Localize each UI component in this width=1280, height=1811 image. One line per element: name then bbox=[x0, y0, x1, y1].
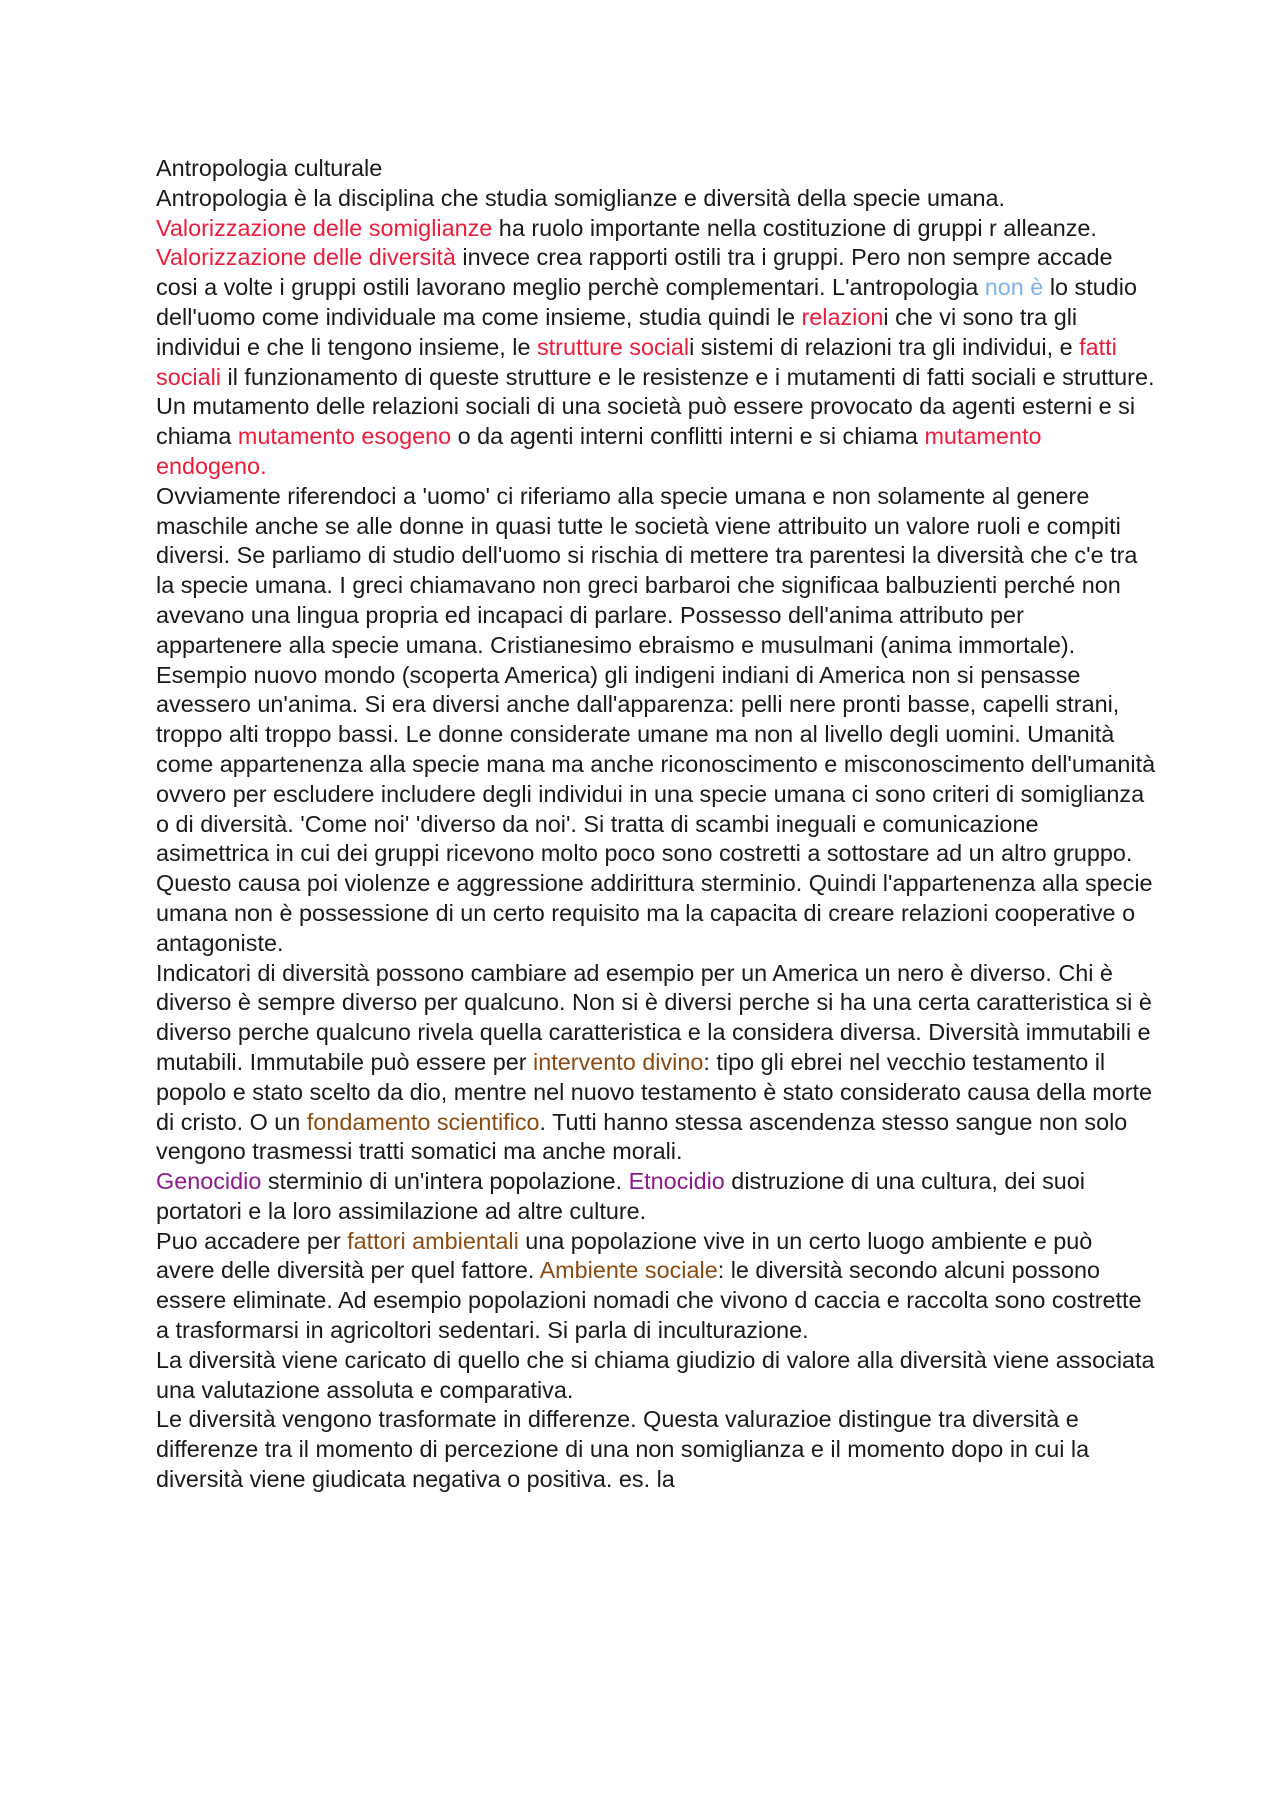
highlighted-term: fatti sociali bbox=[156, 333, 1117, 390]
text-run: il funzionamento di queste strutture e le resistenze e i mutamenti di fatti sociali e strutture. Un mutamento delle relazioni sociali di una società può essere provocato da agenti esterni e si chiama bbox=[156, 363, 1155, 450]
document-body bbox=[156, 154, 1156, 1495]
text-run: ha ruolo importante nella costituzione di gruppi r alleanze. bbox=[492, 214, 1097, 241]
text-run: invece crea rapporti ostili tra i gruppi. Pero non sempre accade cosi a volte i gruppi ostili lavorano meglio perchè complementari. L'antropologia bbox=[156, 244, 1113, 301]
text-run: i sistemi di relazioni tra gli individui, e bbox=[689, 333, 1080, 360]
highlighted-term: relazion bbox=[801, 303, 884, 330]
paragraph bbox=[156, 1346, 1156, 1406]
text-run: : le diversità secondo alcuni possono essere eliminate. Ad esempio popolazioni nomadi che vivono d caccia e raccolta sono costrette a trasformarsi in agricoltori sedentari. Si parla di inculturazione. bbox=[156, 1257, 1142, 1344]
highlighted-term: intervento divino bbox=[533, 1048, 704, 1075]
highlighted-term: mutamento endogeno. bbox=[156, 423, 1042, 479]
paragraph bbox=[156, 1405, 1156, 1494]
text-run: Ovviamente riferendoci a 'uomo' ci riferiamo alla specie umana e non solamente al genere maschile anche se alle donne in quasi tutte le società viene attribuito un valore ruoli e compiti diversi. Se parliamo di studio dell'uomo si rischia di mettere tra parentesi la diversità che c'e tra la specie umana. I greci chiamavano non greci barbaroi che significaa balbuzienti perché non avevano una lingua propria ed incapaci di parlare. Possesso dell'anima attributo per appartenere alla specie umana. Cristianesimo ebraismo e musulmani (anima immortale). Esempio nuovo mondo (scoperta America) gli indigeni indiani di America non si pensasse avessero un'anima. Si era diversi anche dall'apparenza: pelli nere pronti basse, capelli strani, troppo alti troppo bassi. Le donne considerate umane ma non al livello degli uomini. Umanità come appartenenza alla specie mana ma anche riconoscimento e misconoscimento dell'umanità ovvero per escludere includere degli individui in una specie umana ci sono criteri di somiglianza o di diversità. 'Come noi' 'diverso da noi'. Si tratta di scambi ineguali e comunicazione asimettrica in cui dei gruppi ricevono molto poco sono costretti a sottostare ad un altro gruppo. Questo causa poi violenze e aggressione addirittura sterminio. Quindi l'appartenenza alla specie umana non è possessione di un certo requisito ma la capacita di creare relazioni cooperative o antagoniste. bbox=[156, 482, 1156, 956]
text-run: distruzione di una cultura, dei suoi portatori e la loro assimilazione ad altre culture. bbox=[156, 1168, 1085, 1224]
highlighted-term: Valorizzazione delle diversità bbox=[156, 244, 456, 271]
text-run: Indicatori di diversità possono cambiare ad esempio per un America un nero è diverso. Chi è diverso è sempre diverso per qualcuno. Non si è diversi perche si ha una certa caratteristica si è diverso perche qualcuno rivela quella caratteristica e la considera diversa. Diversità immutabili e mutabili. Immutabile può essere per bbox=[156, 959, 1152, 1075]
highlighted-term: strutture social bbox=[536, 333, 690, 360]
paragraph bbox=[156, 959, 1156, 1168]
text-run: sterminio di un'intera popolazione. bbox=[261, 1168, 629, 1195]
text-run: lo studio dell'uomo come individuale ma come insieme, studia quindi le bbox=[156, 274, 1137, 330]
highlighted-term: non è bbox=[984, 274, 1044, 301]
highlighted-term: mutamento esogeno bbox=[237, 423, 452, 450]
text-run: Puo accadere per bbox=[156, 1227, 348, 1254]
highlighted-term: Ambiente sociale bbox=[539, 1257, 718, 1284]
highlighted-term: Genocidio bbox=[156, 1168, 262, 1195]
paragraph bbox=[156, 184, 1156, 482]
text-run: i che vi sono tra gli individui e che li tengono insieme, le bbox=[156, 303, 1078, 360]
text-run: Antropologia è la disciplina che studia somiglianze e diversità della specie umana. bbox=[156, 184, 1006, 211]
paragraph bbox=[156, 1227, 1156, 1346]
highlighted-term: fondamento scientifico bbox=[306, 1108, 540, 1135]
text-run: : tipo gli ebrei nel vecchio testamento il popolo e stato scelto da dio, mentre nel nuovo testamento è stato considerato causa della morte di cristo. O un bbox=[156, 1048, 1153, 1135]
highlighted-term: fattori ambientali bbox=[347, 1227, 519, 1254]
text-run: La diversità viene caricato di quello che si chiama giudizio di valore alla diversità viene associata una valutazione assoluta e comparativa. bbox=[156, 1346, 1155, 1403]
paragraph bbox=[156, 1167, 1156, 1227]
text-run: Le diversità vengono trasformate in differenze. Questa valurazioe distingue tra diversità e differenze tra il momento di percezione di una non somiglianza e il momento dopo in cui la diversità viene giudicata negativa o positiva. es. la bbox=[156, 1406, 1090, 1493]
paragraph bbox=[156, 482, 1156, 959]
highlighted-term: Etnocidio bbox=[628, 1168, 725, 1195]
text-run: una popolazione vive in un certo luogo ambiente e può avere delle diversità per quel fattore. bbox=[156, 1227, 1093, 1284]
paragraph-list bbox=[156, 184, 1156, 1495]
highlighted-term: Valorizzazione delle somiglianze bbox=[156, 214, 493, 241]
text-run: o da agenti interni conflitti interni e si chiama bbox=[451, 423, 925, 450]
document-title: Antropologia culturale bbox=[156, 155, 383, 181]
text-run: . Tutti hanno stessa ascendenza stesso sangue non solo vengono trasmessi tratti somatici ma anche morali. bbox=[156, 1108, 1128, 1165]
